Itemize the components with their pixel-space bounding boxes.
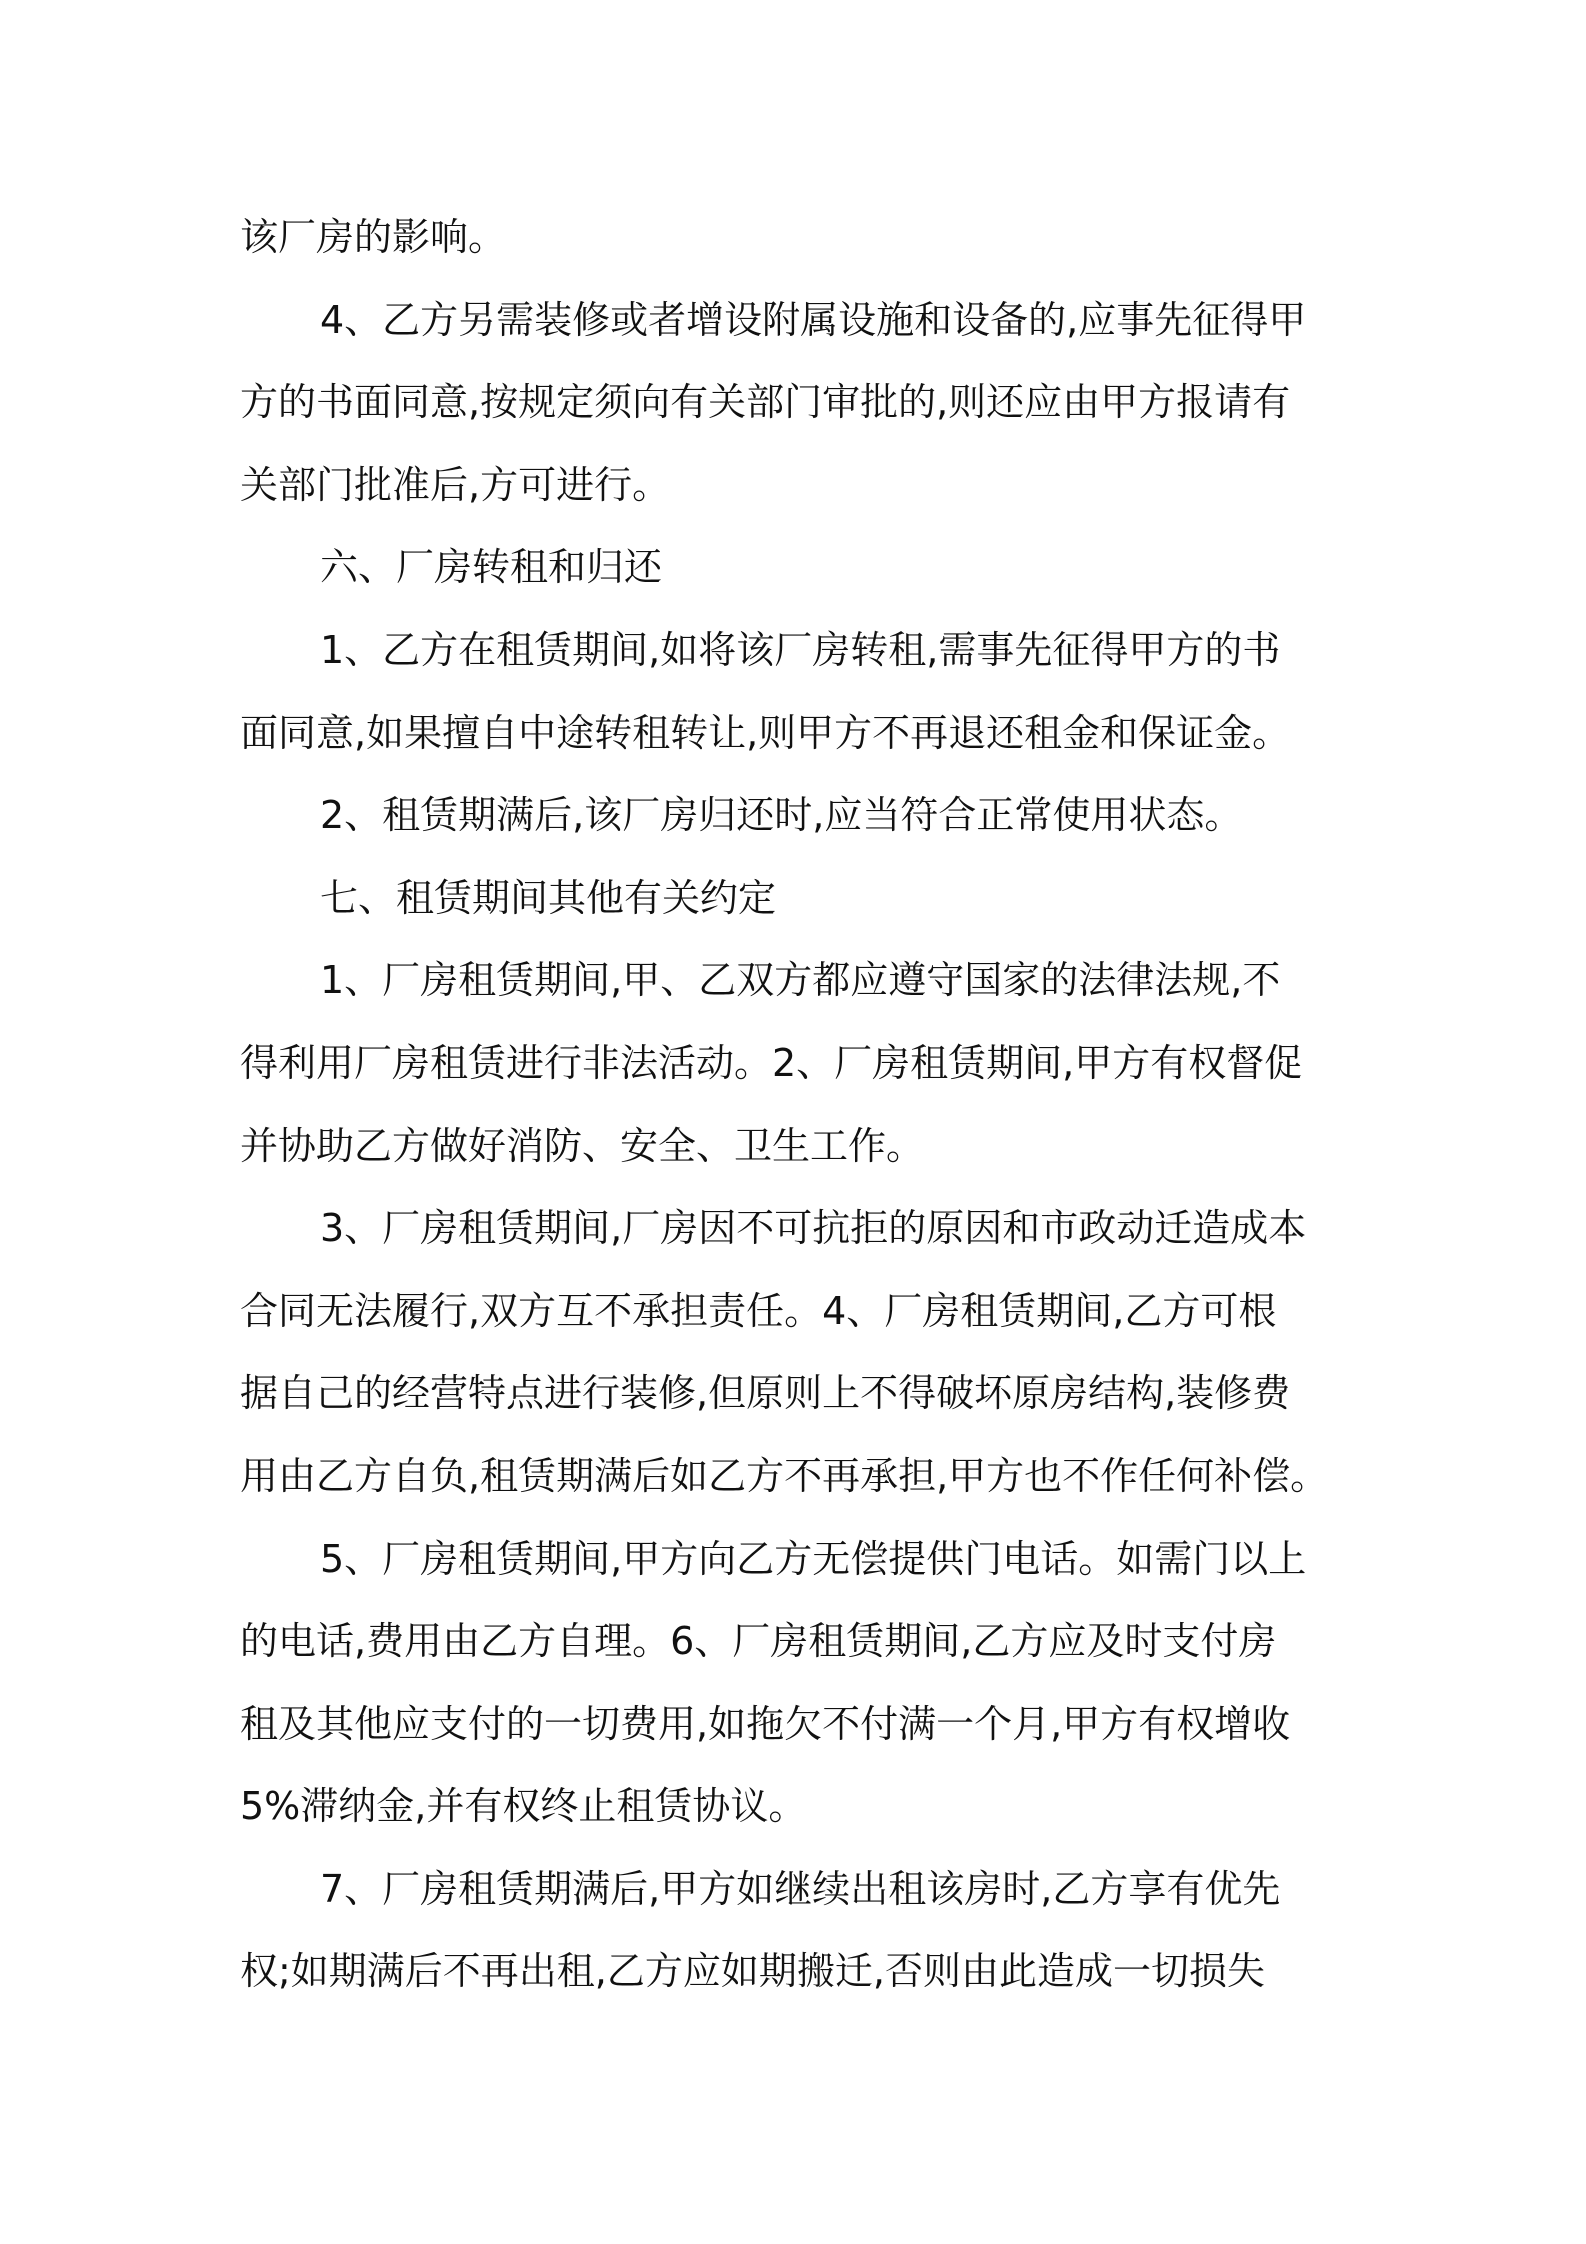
text-line: 5、厂房租赁期间,甲方向乙方无偿提供门电话。如需门以上 [320,1536,1307,1581]
text-line: 关部门批准后,方可进行。 [240,462,671,507]
section-heading: 七、租赁期间其他有关约定 [320,875,777,920]
text-line: 方的书面同意,按规定须向有关部门审批的,则还应由甲方报请有 [240,380,1291,425]
text-line: 4、乙方另需装修或者增设附属设施和设备的,应事先征得甲 [320,297,1307,342]
text-line: 合同无法履行,双方互不承担责任。4、厂房租赁期间,乙方可根 [240,1288,1277,1333]
text-line: 2、租赁期满后,该厂房归还时,应当符合正常使用状态。 [320,793,1243,838]
text-line: 7、厂房租赁期满后,甲方如继续出租该房时,乙方享有优先 [320,1866,1281,1911]
text-line: 5%滞纳金,并有权终止租赁协议。 [240,1784,807,1829]
text-line: 3、厂房租赁期间,厂房因不可抗拒的原因和市政动迁造成本 [320,1206,1307,1251]
text-line: 据自己的经营特点进行装修,但原则上不得破坏原房结构,装修费 [240,1371,1291,1416]
section-heading: 六、厂房转租和归还 [320,545,663,590]
text-line: 权;如期满后不再出租,乙方应如期搬迁,否则由此造成一切损失 [240,1949,1265,1994]
text-line: 用由乙方自负,租赁期满后如乙方不再承担,甲方也不作任何补偿。 [240,1453,1329,1498]
text-line: 并协助乙方做好消防、安全、卫生工作。 [240,1123,925,1168]
text-line: 1、乙方在租赁期间,如将该厂房转租,需事先征得甲方的书 [320,627,1281,672]
text-line: 该厂房的影响。 [240,215,507,259]
text-line: 得利用厂房租赁进行非法活动。2、厂房租赁期间,甲方有权督促 [240,1040,1303,1085]
document-body [240,196,1370,2013]
text-line: 面同意,如果擅自中途转租转让,则甲方不再退还租金和保证金。 [240,710,1291,755]
text-line: 1、厂房租赁期间,甲、乙双方都应遵守国家的法律法规,不 [320,958,1281,1003]
text-line: 租及其他应支付的一切费用,如拖欠不付满一个月,甲方有权增收 [240,1701,1291,1746]
text-line: 的电话,费用由乙方自理。6、厂房租赁期间,乙方应及时支付房 [240,1619,1277,1664]
